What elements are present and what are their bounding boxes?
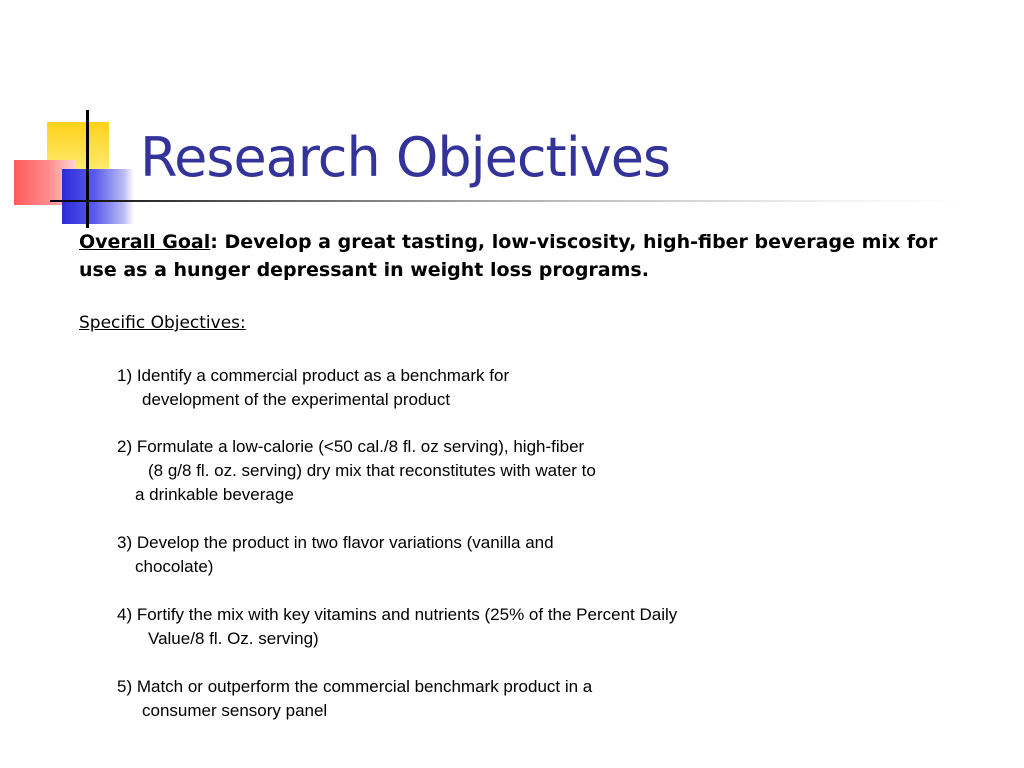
slide-title: Research Objectives <box>140 126 671 189</box>
decorative-blue-square <box>62 169 134 224</box>
objective-4 <box>117 603 677 651</box>
objective-5 <box>117 675 592 723</box>
objective-5-line-1: 5) Match or outperform the commercial benchmark product in a <box>117 677 593 696</box>
objective-2 <box>117 435 596 507</box>
objective-2-line-3: a drinkable beverage <box>135 485 294 504</box>
objective-1-line-1: 1) Identify a commercial product as a benchmark for <box>117 366 510 385</box>
objective-3-line-2: chocolate) <box>135 557 214 576</box>
title-underline-rule <box>50 200 970 202</box>
overall-goal-text: Develop a great tasting, low-viscosity, high-fiber beverage mix for use as a hunger depressant in weight loss programs. <box>79 231 938 281</box>
objective-2-line-1: 2) Formulate a low-calorie (<50 cal./8 fl. oz serving), high-fiber <box>117 437 585 456</box>
objective-4-line-2: Value/8 fl. Oz. serving) <box>148 629 319 648</box>
objective-1-line-2: development of the experimental product <box>142 390 451 409</box>
objective-1 <box>117 364 509 412</box>
objective-3 <box>117 531 554 579</box>
objective-4-line-1: 4) Fortify the mix with key vitamins and nutrients (25% of the Percent Daily <box>117 605 678 624</box>
overall-goal-label: Overall Goal <box>79 231 211 253</box>
objective-5-line-2: consumer sensory panel <box>142 701 328 720</box>
decorative-vertical-line <box>86 110 89 228</box>
overall-goal <box>79 228 959 284</box>
objective-3-line-1: 3) Develop the product in two flavor variations (vanilla and <box>117 533 554 552</box>
specific-objectives-heading: Specific Objectives: <box>79 313 246 333</box>
objective-2-line-2: (8 g/8 fl. oz. serving) dry mix that reconstitutes with water to <box>148 461 596 480</box>
overall-goal-separator: : <box>210 231 218 253</box>
